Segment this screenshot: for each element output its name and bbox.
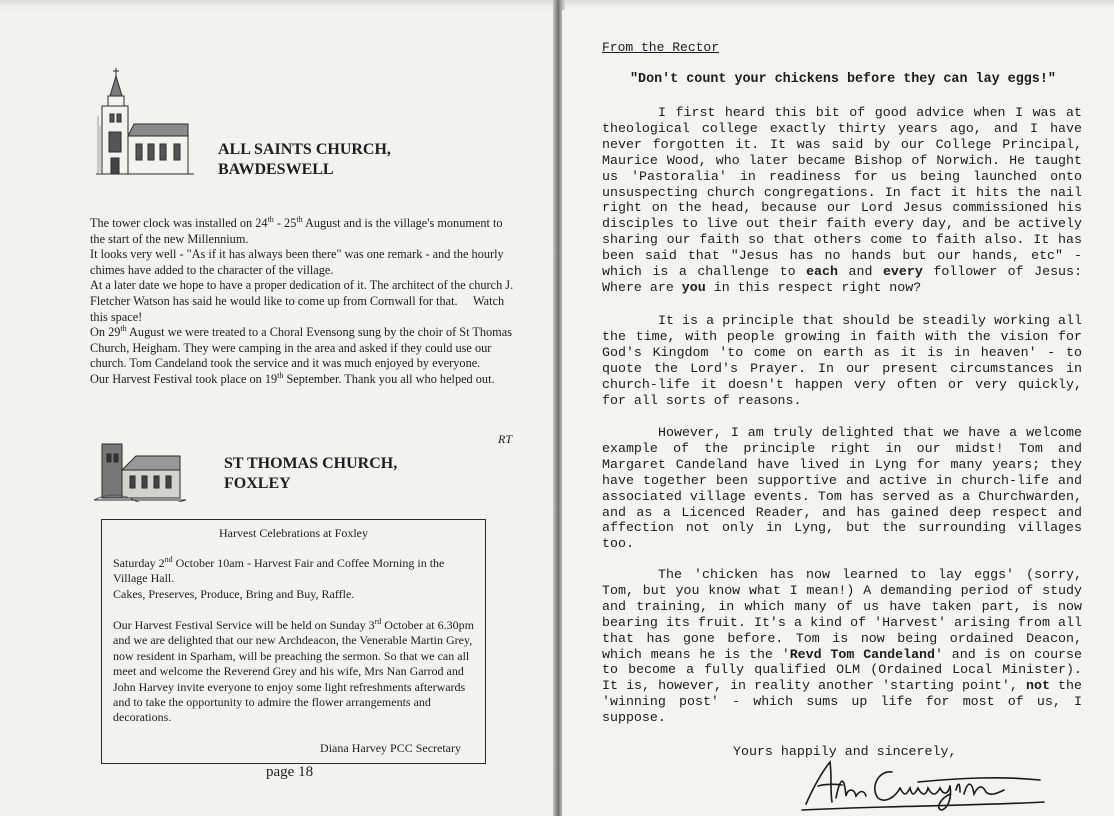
harvest-service-paragraph <box>113 618 478 726</box>
paragraph <box>113 556 478 587</box>
text: Saturday 2 <box>113 556 165 570</box>
quote-title: "Don't count your chickens before they can lay eggs!" <box>630 72 1056 87</box>
rector-paragraph-3 <box>602 425 1082 552</box>
paragraph <box>113 618 478 726</box>
paragraph <box>90 216 518 247</box>
text: The tower clock was installed on 24 <box>90 216 268 230</box>
text: October 10am - Harvest Fair and Coffee Morning in the Village Hall. <box>113 556 445 586</box>
st-thomas-title-line1: ST THOMAS CHURCH, <box>224 455 398 472</box>
paragraph <box>90 278 518 325</box>
text: Watch this space! <box>90 293 505 324</box>
text: Our Harvest Festival Service will be held on Sunday 3 <box>113 618 375 632</box>
paragraph <box>90 372 518 388</box>
all-saints-title-line2: BAWDESWELL <box>218 161 334 178</box>
harvest-box-title: Harvest Celebrations at Foxley <box>219 526 368 540</box>
text: September. Thank you all who helped out. <box>283 371 495 386</box>
text: - 25 <box>273 216 297 230</box>
text: On 29 <box>90 325 121 340</box>
emphasis: you <box>681 279 706 295</box>
rector-paragraph-4 <box>602 567 1082 726</box>
harvest-fair-paragraph <box>113 556 478 602</box>
rector-heading: From the Rector <box>602 40 720 55</box>
author-initials: RT <box>498 432 513 446</box>
all-saints-title <box>218 140 391 180</box>
rector-paragraph-1 <box>602 105 1082 296</box>
secretary-signoff: Diana Harvey PCC Secretary <box>320 741 461 755</box>
text: I first heard this bit of good advice when I was at theological college exactly thirty years ago, and I have never forgotten it. It was said by our College Principal, Maurice Wood, who later became Bishop of Norwich. He taught us 'Pastoralia' in readiness for us being launched onto unsuspecting church congregations. In fact it hits the nail right on the head, because our Lord Jesus commissioned his disciples to live out their faith every day, and be actively sharing our faith so that others come to faith also. It has been said that "Jesus has no hands but our hands, etc" - which is a challenge to <box>602 105 1082 280</box>
all-saints-title-line1: ALL SAINTS CHURCH, <box>218 141 391 158</box>
text: At a later date we hope to have a proper dedication of it. The architect of the church J. Fletcher Watson has said he would like to come up from Cornwall for that. <box>90 278 514 308</box>
paragraph: It looks very well - "As if it has always been there" was one remark - and the hourly chimes have added to the character of the village. <box>90 247 504 277</box>
paragraph: Cakes, Preserves, Produce, Bring and Buy, Raffle. <box>113 586 355 601</box>
paragraph <box>602 105 1082 296</box>
church-with-tower-icon <box>96 66 194 178</box>
ordinal: nd <box>164 555 173 564</box>
st-thomas-title-line2: FOXLEY <box>224 475 291 492</box>
emphasis: every <box>882 264 923 280</box>
paragraph <box>602 567 1082 726</box>
paragraph <box>90 325 518 372</box>
ordinal: rd <box>374 617 382 626</box>
paragraph: However, I am truly delighted that we have a welcome example of the principle right in our midst! Tom and Margaret Candeland have lived in Lyng for many years; they have together been supportive and active in church-life and associated village events. Tom has served as a Churchwarden, and as a Licenced Reader, and has gained deep respect and affection not only in Lyng, but the surrounding villages too. <box>602 425 1082 552</box>
ordinal: th <box>267 214 274 224</box>
all-saints-body <box>90 216 518 388</box>
text: ' and is on course to become a fully qualified OLM (Ordained Local Minister). It is, however, in reality another 'starting point', <box>602 646 1082 694</box>
page-number: page 18 <box>266 764 314 780</box>
text: the 'winning post' - which sums up life for most of us, I suppose. <box>602 678 1082 726</box>
emphasis: Revd Tom Candeland <box>789 646 936 662</box>
small-church-icon <box>94 440 186 502</box>
emphasis: each <box>806 264 838 280</box>
closing-line: Yours happily and sincerely, <box>733 744 957 759</box>
text: in this respect right now? <box>705 279 922 295</box>
text: follower of Jesus: Where are <box>602 264 1082 295</box>
text: The 'chicken has now learned to lay eggs' (sorry, Tom, but you know what I mean!) A demanding period of study and training, in which many of us have taken part, is now bearing its fruit. It's a kind of 'Harvest' arising from all that has gone before. Tom is now being ordained Deacon, which means he is the ' <box>602 567 1082 662</box>
harvest-notice-box <box>101 519 486 764</box>
paragraph: It is a principle that should be steadily working all the time, with people growing in faith with the vision for God's Kingdom 'to come on earth as it is in heaven' - to quote the Lord's Prayer. In our present circumstances in church-life it doesn't happen very often or very quickly, for all sorts of reasons. <box>602 313 1082 408</box>
ordinal: th <box>296 214 303 224</box>
handwritten-signature <box>800 754 1050 812</box>
text: August we were treated to a Choral Evensong sung by the choir of St Thomas Church, Heigham. They were camping in the area and asked if they could use our church. Tom Candeland took the service and it was much enjoyed by everyone. <box>90 325 512 371</box>
text: and <box>838 264 883 280</box>
rector-paragraph-2 <box>602 313 1082 408</box>
ordinal: th <box>277 370 284 380</box>
text: Our Harvest Festival took place on 19 <box>90 371 278 386</box>
ordinal: th <box>120 324 127 334</box>
st-thomas-title <box>224 454 397 494</box>
text: October at 6.30pm and we are delighted that our new Archdeacon, the Venerable Martin Grey, now resident in Sparham, will be preaching the sermon. So that we can all meet and welcome the Reverend Grey and his wife, Mrs Nan Garrod and John Harvey invite everyone to enjoy some light refreshments afterwards and to take the opportunity to admire the flower arrangements and decorations. <box>113 618 474 725</box>
emphasis: not <box>1025 678 1050 694</box>
text: August and is the village's monument to the start of the new Millennium. <box>90 216 503 246</box>
